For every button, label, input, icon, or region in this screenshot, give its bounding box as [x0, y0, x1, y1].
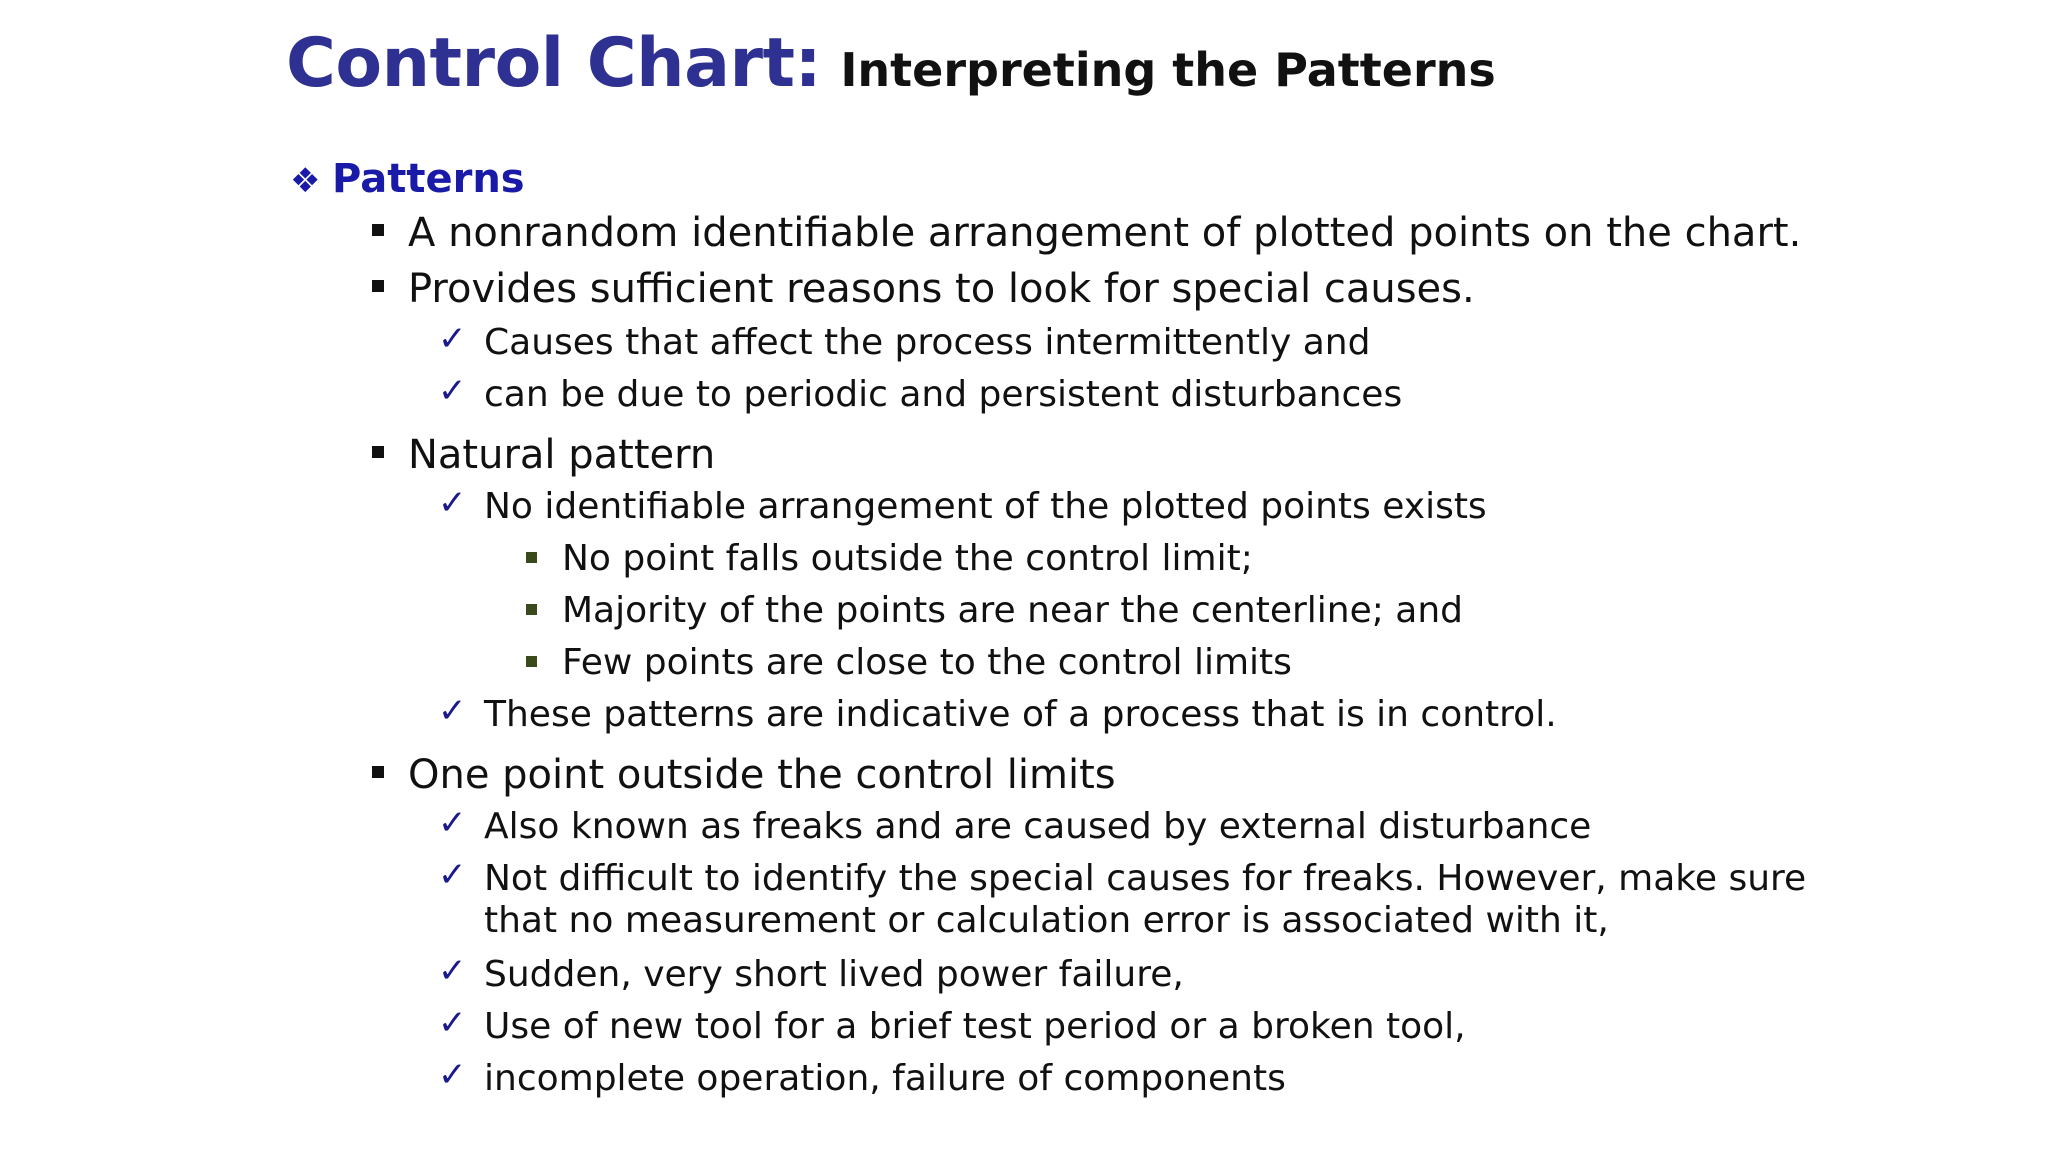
- title-main: Control Chart:: [286, 24, 822, 103]
- list-item-text: that no measurement or calculation error is associated with it,: [484, 900, 1609, 941]
- list-item-text: Not difficult to identify the special causes for freaks. However, make sure: [484, 858, 1807, 899]
- square-bullet-icon: [372, 224, 384, 236]
- list-item: [438, 371, 1403, 415]
- list-item: [562, 642, 1292, 683]
- diamond-cluster-icon: ❖: [290, 161, 321, 201]
- small-square-icon: [526, 604, 537, 615]
- checkmark-icon: ✓: [438, 855, 467, 895]
- checkmark-icon: ✓: [438, 1055, 467, 1095]
- list-item-text: One point outside the control limits: [408, 752, 1116, 798]
- title-subtitle: Interpreting the Patterns: [840, 43, 1496, 97]
- list-item-text: Also known as freaks and are caused by external disturbance: [484, 806, 1592, 847]
- checkmark-icon: ✓: [438, 691, 467, 731]
- list-item-text: Use of new tool for a brief test period or a broken tool,: [484, 1006, 1466, 1047]
- small-square-icon: [526, 552, 537, 563]
- list-item-text: No identifiable arrangement of the plotted points exists: [484, 486, 1487, 527]
- list-item-text: Majority of the points are near the centerline; and: [562, 590, 1464, 631]
- list-item-text: can be due to periodic and persistent disturbances: [484, 374, 1403, 415]
- list-item: [438, 483, 1487, 527]
- checkmark-icon: ✓: [438, 1003, 467, 1043]
- square-bullet-icon: [372, 446, 384, 458]
- list-item-text: Provides sufficient reasons to look for special causes.: [408, 266, 1475, 312]
- list-item-text: Natural pattern: [408, 432, 716, 478]
- list-item: [562, 590, 1463, 631]
- list-item: [438, 1055, 1286, 1099]
- checkmark-icon: ✓: [438, 803, 467, 843]
- square-bullet-icon: [372, 280, 384, 292]
- small-square-icon: [526, 656, 537, 667]
- list-item-text: incomplete operation, failure of components: [484, 1058, 1286, 1099]
- list-item: [408, 210, 1801, 256]
- list-item: [408, 432, 715, 478]
- list-item: [408, 752, 1116, 798]
- list-item-text: Sudden, very short lived power failure,: [484, 954, 1184, 995]
- section-heading: [290, 156, 525, 202]
- checkmark-icon: ✓: [438, 319, 467, 359]
- square-bullet-icon: [372, 766, 384, 778]
- list-item: [438, 1003, 1466, 1047]
- list-item-text: No point falls outside the control limit;: [562, 538, 1253, 579]
- section-heading-text: Patterns: [332, 156, 525, 202]
- checkmark-icon: ✓: [438, 951, 467, 991]
- list-item: [438, 691, 1557, 735]
- list-item: [562, 538, 1253, 579]
- list-item: [438, 951, 1184, 995]
- list-item-text: A nonrandom identifiable arrangement of plotted points on the chart.: [408, 210, 1802, 256]
- checkmark-icon: ✓: [438, 483, 467, 523]
- list-item-text: These patterns are indicative of a process that is in control.: [484, 694, 1557, 735]
- list-item: [438, 855, 1807, 899]
- checkmark-icon: ✓: [438, 371, 467, 411]
- list-item: [438, 803, 1592, 847]
- list-item-text: Few points are close to the control limits: [562, 642, 1292, 683]
- list-item-text: Causes that affect the process intermittently and: [484, 322, 1371, 363]
- list-item: [438, 319, 1371, 363]
- list-item: [484, 900, 1609, 941]
- list-item: [408, 266, 1475, 312]
